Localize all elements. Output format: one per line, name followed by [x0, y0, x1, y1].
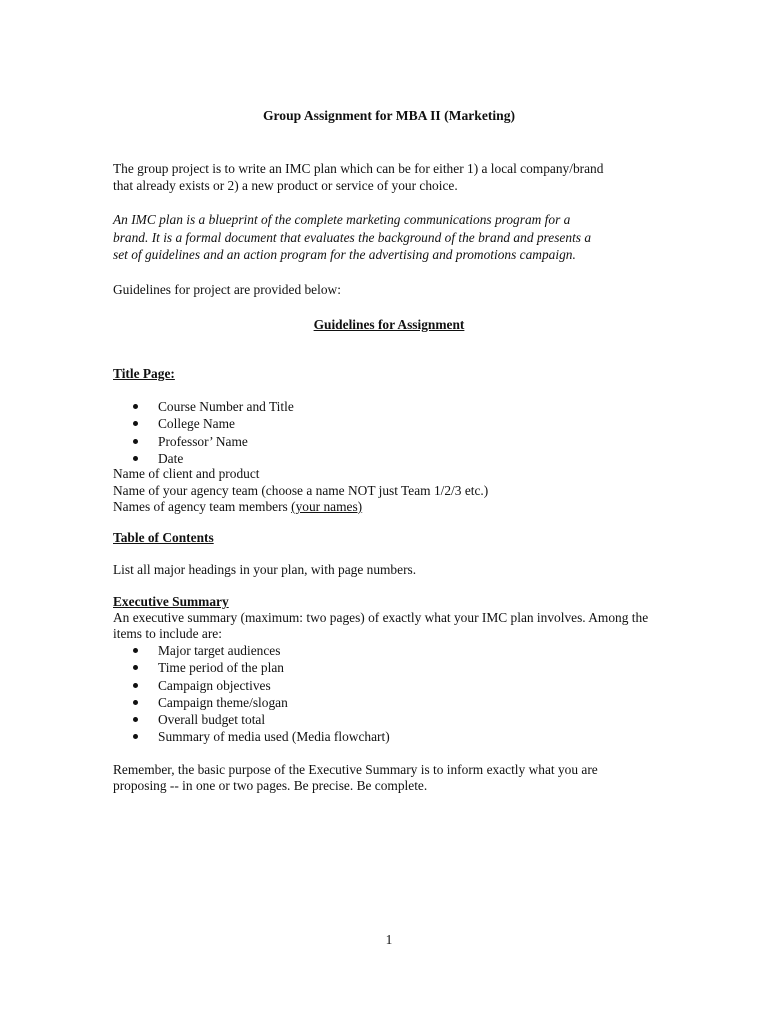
bullet-icon: [133, 683, 138, 688]
executive-summary-heading: Executive Summary: [113, 594, 229, 609]
executive-summary-line-1: An executive summary (maximum: two pages) of exactly what your IMC plan involves. Among the: [113, 610, 649, 625]
bullet-icon: [133, 665, 138, 670]
bullet-icon: [133, 456, 138, 461]
document-title: Group Assignment for MBA II (Marketing): [262, 108, 516, 123]
table-of-contents-heading: Table of Contents: [113, 530, 214, 545]
your-names-text: (your names): [291, 499, 363, 514]
bullet-icon: [133, 734, 138, 739]
reminder-line-2: proposing -- in one or two pages. Be precise. Be complete.: [113, 778, 428, 793]
table-of-contents-text: List all major headings in your plan, with page numbers.: [113, 562, 417, 577]
page-number: 1: [385, 932, 393, 947]
client-product-line: Name of client and product: [113, 466, 260, 481]
definition-line-3: set of guidelines and an action program for the advertising and promotions campaign.: [113, 247, 576, 262]
executive-summary-line-2: items to include are:: [113, 626, 222, 641]
bullet-icon: [133, 717, 138, 722]
intro-line-1: The group project is to write an IMC plan which can be for either 1) a local company/brand: [113, 161, 604, 176]
guidelines-heading: Guidelines for Assignment: [313, 317, 465, 332]
agency-team-line: Name of your agency team (choose a name NOT just Team 1/2/3 etc.): [113, 483, 489, 498]
bullet-icon: [133, 439, 138, 444]
definition-line-2: brand. It is a formal document that evaluates the background of the brand and presents a: [113, 230, 592, 245]
bullet-icon: [133, 648, 138, 653]
definition-line-1: An IMC plan is a blueprint of the complete marketing communications program for a: [113, 212, 571, 227]
bullet-icon: [133, 700, 138, 705]
document-page: Group Assignment for MBA II (Marketing) The group project is to write an IMC plan which can be for either 1) a local company/brand that already exists or 2) a new product or service of your choice. An IMC plan is a blueprint of the complete marketing communications program for a brand. It is a formal document that evaluates the background of the brand and presents a set of guidelines and an action program for the advertising and promotions campaign. Guidelines for project are provided below: Guidelines for Assignment Title Page: Course Number and Title College Name Professor’ Name Date Name of client and product Name of your agency team (choose a name NOT just Team 1/2/3 etc.) Names of agency team members (your names) Table of Contents List all major headings in your plan, with page numbers. Executive Summary An executive summary (maximum: two pages) of exactly what your IMC plan involves. Among the items to include are: Major target audiences Time period of the plan Campaign objectives Campaign theme/slogan Overall budget total Summary of media used (Media flowchart) Remember, the basic purpose of the Executive Summary is to inform exactly what you are proposing -- in one or two pages. Be precise. Be complete. 1: [0, 0, 768, 1024]
bullet-icon: [133, 421, 138, 426]
title-page-heading: Title Page:: [113, 366, 175, 381]
intro-line-2: that already exists or 2) a new product or service of your choice.: [113, 178, 458, 193]
reminder-line-1: Remember, the basic purpose of the Executive Summary is to inform exactly what you are: [113, 762, 598, 777]
bullet-icon: [133, 404, 138, 409]
guidelines-intro: Guidelines for project are provided below:: [113, 282, 341, 297]
team-members-line: Names of agency team members (your names): [113, 499, 363, 514]
